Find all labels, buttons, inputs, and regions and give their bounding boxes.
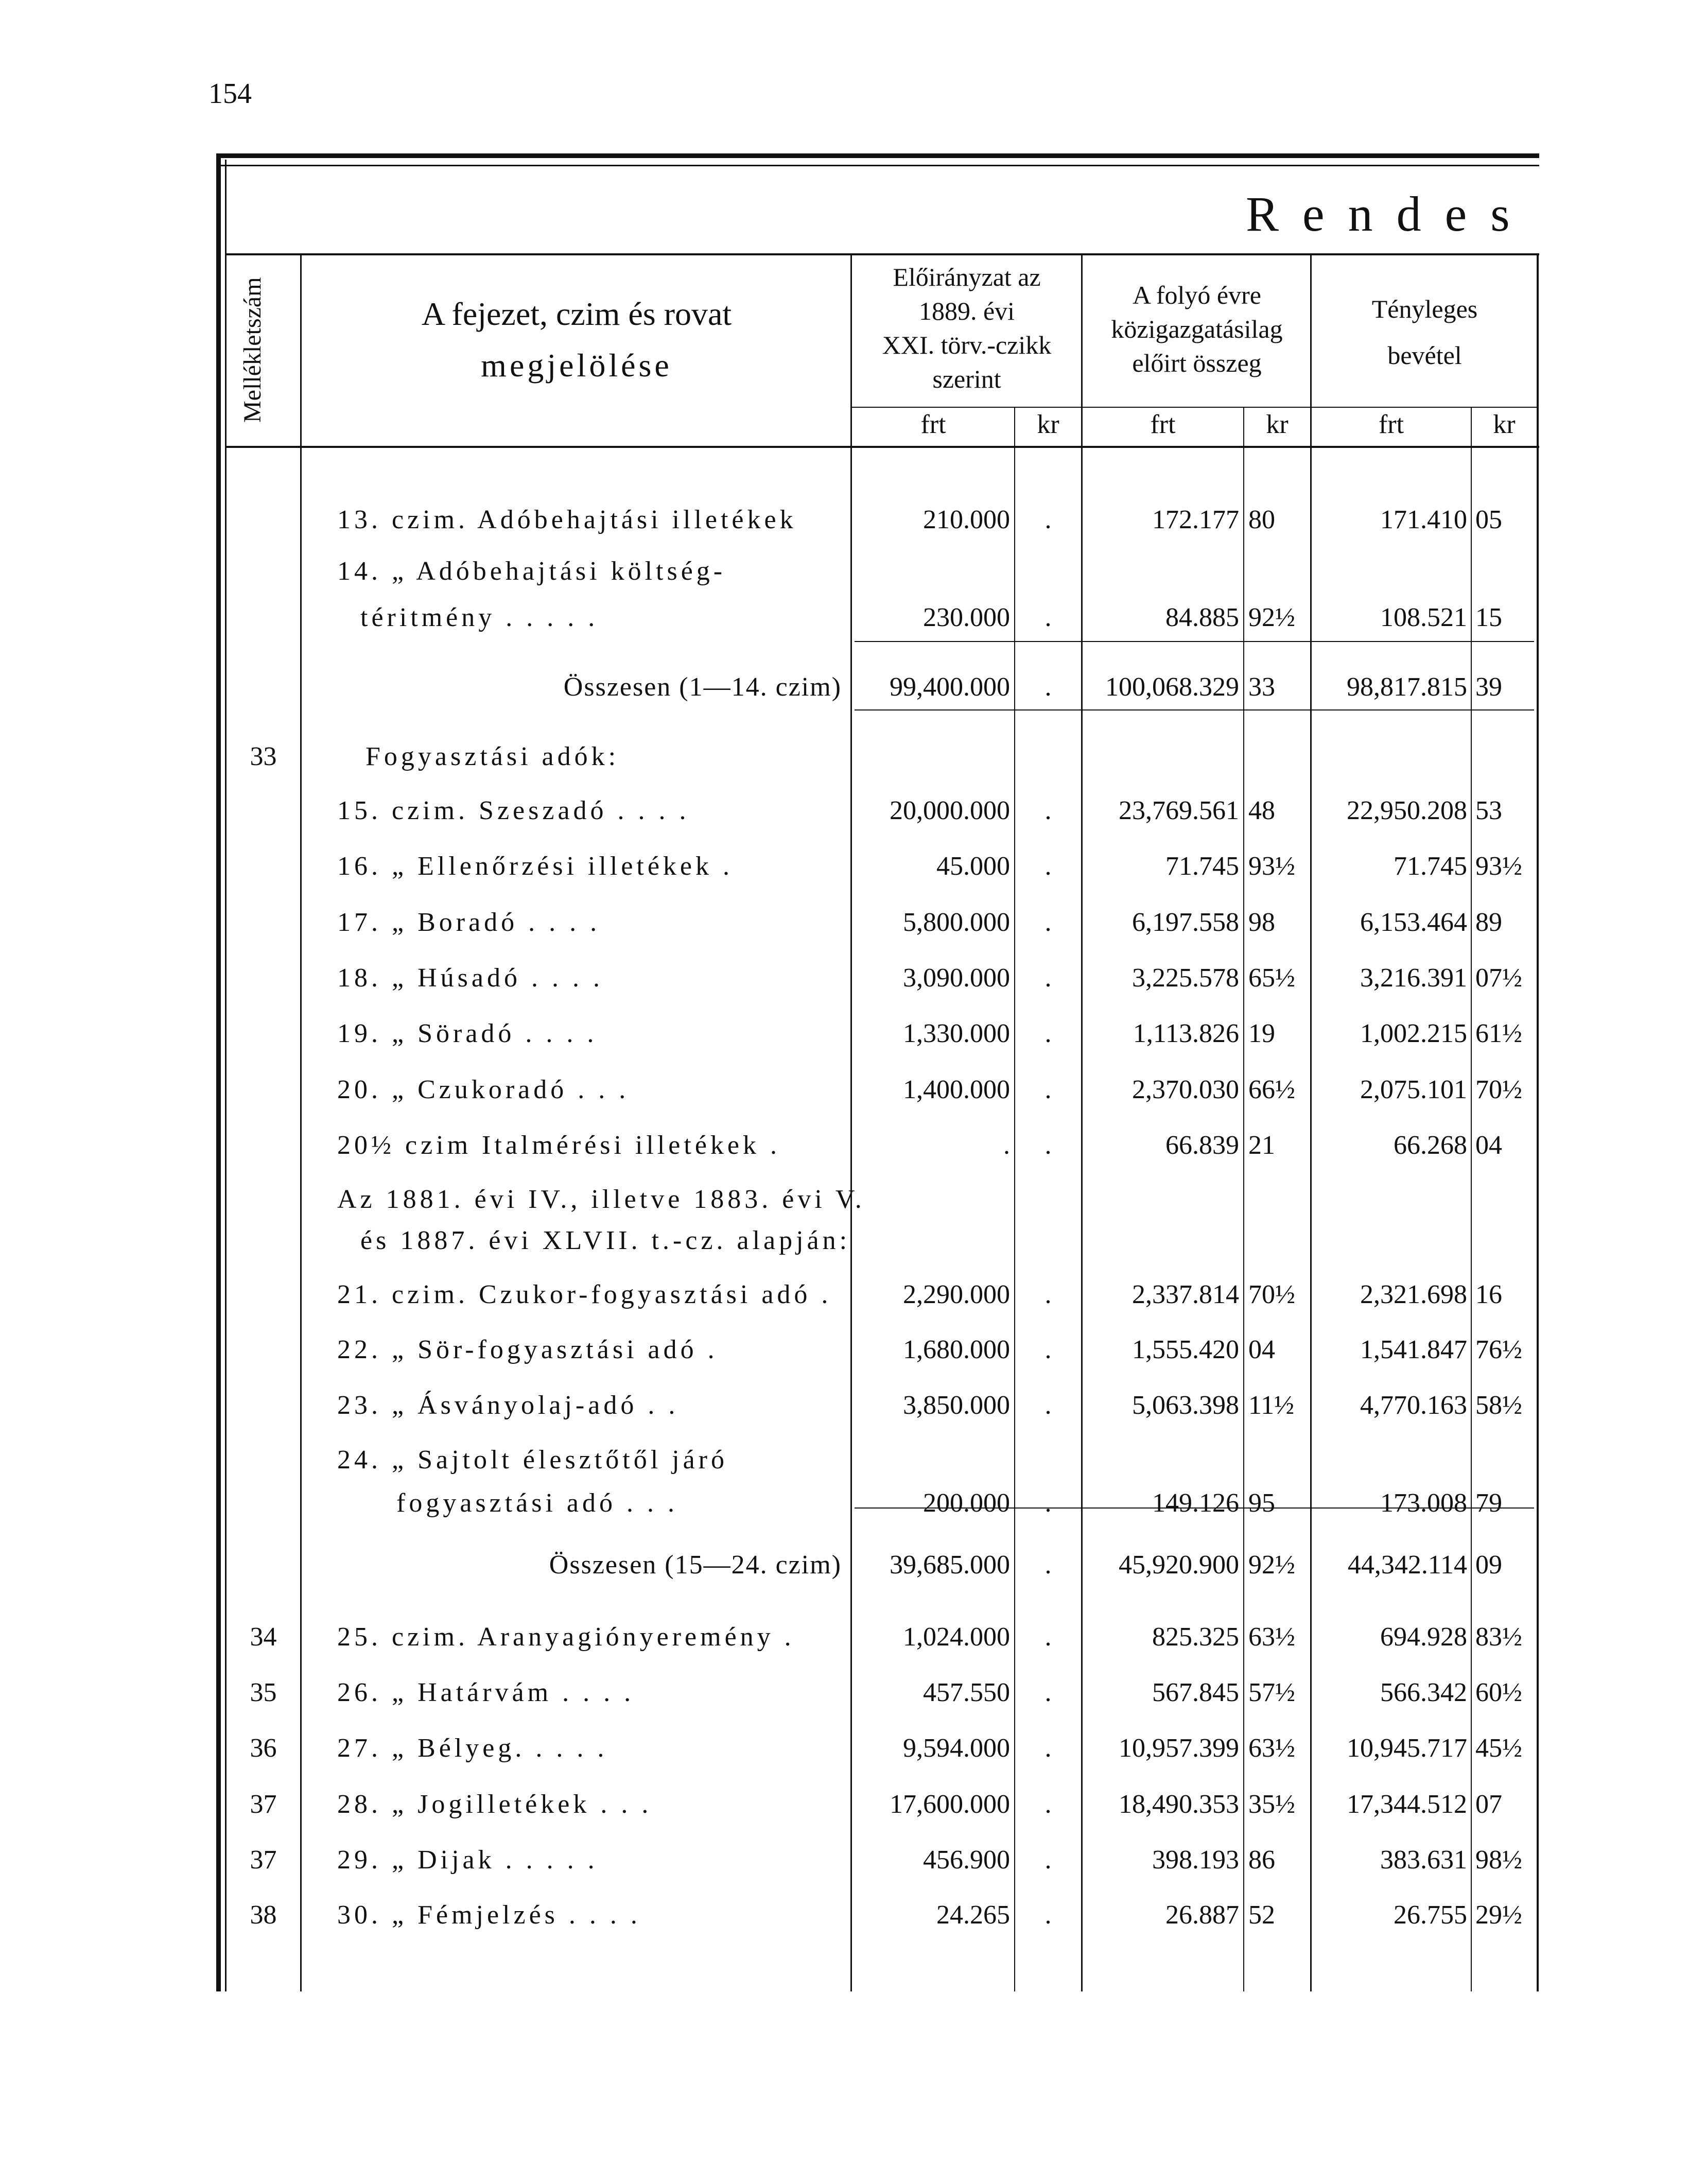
eloiranyzat-kr: . [1045, 1280, 1052, 1309]
tenyleges-kr: 61½ [1475, 1019, 1522, 1048]
unit-t-kr: kr [1493, 410, 1516, 439]
folyo-frt: 71.745 [1165, 852, 1239, 881]
tenyleges-frt: 17,344.512 [1347, 1790, 1467, 1819]
row-label: 24. „ Sajtolt élesztőtől járó [337, 1445, 728, 1475]
tenyleges-kr: 76½ [1475, 1335, 1522, 1364]
folyo-frt: 398.193 [1152, 1845, 1239, 1875]
unit-f-kr: kr [1266, 410, 1289, 439]
tenyleges-frt: 171.410 [1380, 505, 1467, 534]
folyo-frt: 5,063.398 [1132, 1391, 1239, 1420]
row-label: Fogyasztási adók: [365, 742, 620, 771]
tenyleges-kr: 04 [1475, 1131, 1502, 1160]
tenyleges-frt: 22,950.208 [1347, 796, 1467, 825]
tenyleges-frt: 6,153.464 [1360, 908, 1467, 937]
folyo-kr: 19 [1248, 1019, 1275, 1048]
folyo-kr: 33 [1248, 672, 1275, 702]
row-label: 14. „ Adóbehajtási költség- [337, 557, 726, 586]
header-eloiranyzat-line: Előirányzat az [893, 263, 1041, 291]
tenyleges-frt: 66.268 [1394, 1131, 1467, 1160]
table-row [0, 741, 1706, 793]
tenyleges-kr: 98½ [1475, 1845, 1522, 1875]
folyo-kr: 11½ [1248, 1391, 1295, 1420]
table-row [0, 1845, 1706, 1896]
header-folyo-line: A folyó évre [1133, 281, 1261, 309]
folyo-frt: 26.887 [1165, 1900, 1239, 1930]
table-row [0, 907, 1706, 959]
header-eloiranyzat [854, 260, 1080, 396]
table-row [0, 1334, 1706, 1386]
header-eloiranyzat-line: 1889. évi [918, 297, 1015, 325]
table-row [0, 1488, 1706, 1539]
melleklet-cell: 34 [250, 1622, 277, 1652]
tenyleges-kr: 07 [1475, 1790, 1502, 1819]
eloiranyzat-frt: 456.900 [923, 1845, 1010, 1875]
tenyleges-frt: 694.928 [1380, 1622, 1467, 1652]
table-row [0, 672, 1706, 723]
eloiranyzat-kr: . [1045, 1391, 1052, 1420]
table-row [0, 1622, 1706, 1673]
eloiranyzat-kr: . [1045, 1845, 1052, 1875]
unit-row-line [850, 407, 1538, 408]
header-fejezet [309, 288, 844, 391]
table-row [0, 1130, 1706, 1182]
tenyleges-kr: 58½ [1475, 1391, 1522, 1420]
folyo-frt: 18,490.353 [1119, 1790, 1239, 1819]
folyo-kr: 95 [1248, 1488, 1275, 1518]
tenyleges-kr: 39 [1475, 672, 1502, 702]
folyo-kr: 48 [1248, 796, 1275, 825]
eloiranyzat-frt: 45.000 [936, 852, 1010, 881]
tenyleges-kr: 09 [1475, 1550, 1502, 1580]
folyo-kr: 80 [1248, 505, 1275, 534]
eloiranyzat-kr: . [1045, 1622, 1052, 1652]
row-label: Az 1881. évi IV., illetve 1883. évi V. [337, 1185, 865, 1214]
tenyleges-kr: 05 [1475, 505, 1502, 534]
row-label: 15. czim. Szeszadó . . . . [337, 796, 690, 825]
row-label: 27. „ Bélyeg. . . . . [337, 1734, 608, 1763]
tenyleges-kr: 60½ [1475, 1678, 1522, 1707]
row-label: és 1887. évi XLVII. t.-cz. alapján: [360, 1226, 851, 1255]
eloiranyzat-frt: 2,290.000 [903, 1280, 1010, 1309]
header-fejezet-line2: megjelölése [481, 347, 672, 384]
tenyleges-kr: 93½ [1475, 852, 1522, 881]
tenyleges-frt: 4,770.163 [1360, 1391, 1467, 1420]
folyo-kr: 21 [1248, 1131, 1275, 1160]
eloiranyzat-frt: 1,680.000 [903, 1335, 1010, 1364]
tenyleges-kr: 29½ [1475, 1900, 1522, 1930]
melleklet-cell: 37 [250, 1845, 277, 1875]
folyo-kr: 04 [1248, 1335, 1275, 1364]
top-rule-thin [216, 165, 1539, 166]
unit-e-kr: kr [1037, 410, 1059, 439]
table-row [0, 1900, 1706, 1951]
tenyleges-frt: 10,945.717 [1347, 1734, 1467, 1763]
eloiranyzat-frt: 99,400.000 [890, 672, 1010, 702]
tenyleges-kr: 70½ [1475, 1075, 1522, 1104]
row-label: 20½ czim Italmérési illetékek . [337, 1131, 780, 1160]
folyo-frt: 100,068.329 [1105, 672, 1239, 702]
eloiranyzat-frt: 39,685.000 [890, 1550, 1010, 1580]
eloiranyzat-frt: 5,800.000 [903, 908, 1010, 937]
header-folyo-line: előirt összeg [1132, 349, 1262, 377]
unit-t-frt: frt [1378, 410, 1404, 439]
folyo-kr: 65½ [1248, 963, 1295, 993]
header-folyo-line: közigazgatásilag [1111, 315, 1283, 343]
table-row [0, 556, 1706, 608]
folyo-frt: 825.325 [1152, 1622, 1239, 1652]
table-row [0, 1677, 1706, 1729]
row-label: 20. „ Czukoradó . . . [337, 1075, 630, 1104]
row-label: 19. „ Söradó . . . . [337, 1019, 598, 1048]
row-label: Összesen (1—14. czim) [563, 672, 842, 702]
tenyleges-frt: 173.008 [1380, 1488, 1467, 1518]
header-tenyleges-line: Tényleges [1371, 294, 1478, 323]
table-row [0, 1390, 1706, 1442]
tenyleges-frt: 2,075.101 [1360, 1075, 1467, 1104]
folyo-frt: 3,225.578 [1132, 963, 1239, 993]
tenyleges-frt: 26.755 [1394, 1900, 1467, 1930]
folyo-frt: 1,555.420 [1132, 1335, 1239, 1364]
row-label: 26. „ Határvám . . . . [337, 1678, 635, 1707]
eloiranyzat-frt: 230.000 [923, 603, 1010, 632]
header-folyo [1084, 278, 1310, 380]
eloiranyzat-frt: 1,330.000 [903, 1019, 1010, 1048]
unit-e-frt: frt [920, 410, 946, 439]
folyo-frt: 45,920.900 [1119, 1550, 1239, 1580]
folyo-kr: 70½ [1248, 1280, 1295, 1309]
melleklet-cell: 35 [250, 1678, 277, 1707]
eloiranyzat-kr: . [1045, 796, 1052, 825]
row-label: fogyasztási adó . . . [396, 1488, 678, 1518]
folyo-frt: 6,197.558 [1132, 908, 1239, 937]
eloiranyzat-frt: 457.550 [923, 1678, 1010, 1707]
eloiranyzat-kr: . [1045, 1335, 1052, 1364]
folyo-kr: 35½ [1248, 1790, 1295, 1819]
folyo-kr: 92½ [1248, 1550, 1295, 1580]
folyo-frt: 149.126 [1152, 1488, 1239, 1518]
table-row [0, 1018, 1706, 1070]
unit-f-frt: frt [1150, 410, 1176, 439]
folyo-frt: 567.845 [1152, 1678, 1239, 1707]
row-label: 18. „ Húsadó . . . . [337, 963, 603, 993]
eloiranyzat-frt: 24.265 [936, 1900, 1010, 1930]
row-label: 13. czim. Adóbehajtási illetékek [337, 505, 797, 534]
folyo-kr: 93½ [1248, 852, 1295, 881]
tenyleges-frt: 383.631 [1380, 1845, 1467, 1875]
eloiranyzat-kr: . [1045, 852, 1052, 881]
folyo-frt: 23,769.561 [1119, 796, 1239, 825]
folyo-kr: 57½ [1248, 1678, 1295, 1707]
folyo-frt: 172.177 [1152, 505, 1239, 534]
tenyleges-frt: 1,002.215 [1360, 1019, 1467, 1048]
tenyleges-kr: 83½ [1475, 1622, 1522, 1652]
folyo-kr: 98 [1248, 908, 1275, 937]
eloiranyzat-frt: 9,594.000 [903, 1734, 1010, 1763]
table-row [0, 1789, 1706, 1841]
eloiranyzat-kr: . [1045, 505, 1052, 534]
eloiranyzat-frt: 3,850.000 [903, 1391, 1010, 1420]
header-fejezet-line1: A fejezet, czim és rovat [421, 296, 732, 332]
tenyleges-frt: 71.745 [1394, 852, 1467, 881]
eloiranyzat-kr: . [1045, 963, 1052, 993]
eloiranyzat-kr: . [1045, 1019, 1052, 1048]
eloiranyzat-kr: . [1045, 1734, 1052, 1763]
table-row [0, 1074, 1706, 1126]
eloiranyzat-kr: . [1045, 603, 1052, 632]
folyo-kr: 86 [1248, 1845, 1275, 1875]
tenyleges-kr: 89 [1475, 908, 1502, 937]
header-eloiranyzat-line: szerint [932, 365, 1001, 393]
folyo-frt: 2,337.814 [1132, 1280, 1239, 1309]
eloiranyzat-frt: 200.000 [923, 1488, 1010, 1518]
tenyleges-kr: 15 [1475, 603, 1502, 632]
table-row [0, 963, 1706, 1014]
eloiranyzat-kr: . [1045, 1678, 1052, 1707]
row-label: 28. „ Jogilletékek . . . [337, 1790, 652, 1819]
page-number: 154 [208, 78, 252, 110]
melleklet-cell: 37 [250, 1790, 277, 1819]
melleklet-cell: 33 [250, 742, 277, 771]
eloiranyzat-frt: 1,400.000 [903, 1075, 1010, 1104]
melleklet-cell: 38 [250, 1900, 277, 1930]
folyo-frt: 66.839 [1165, 1131, 1239, 1160]
eloiranyzat-kr: . [1045, 1550, 1052, 1580]
tenyleges-frt: 108.521 [1380, 603, 1467, 632]
row-label: téritmény . . . . . [360, 603, 599, 632]
tenyleges-frt: 98,817.815 [1347, 672, 1467, 702]
eloiranyzat-frt: 1,024.000 [903, 1622, 1010, 1652]
eloiranyzat-frt: 210.000 [923, 505, 1010, 534]
folyo-frt: 10,957.399 [1119, 1734, 1239, 1763]
eloiranyzat-frt: 3,090.000 [903, 963, 1010, 993]
table-row [0, 602, 1706, 654]
eloiranyzat-kr: . [1045, 1131, 1052, 1160]
header-tenyleges [1313, 286, 1537, 378]
row-label: 21. czim. Czukor-fogyasztási adó . [337, 1280, 832, 1309]
eloiranyzat-frt: . [1003, 1131, 1010, 1160]
row-label: Összesen (15—24. czim) [549, 1550, 842, 1580]
row-label: 22. „ Sör-fogyasztási adó . [337, 1335, 718, 1364]
tenyleges-kr: 07½ [1475, 963, 1522, 993]
table-row [0, 1225, 1706, 1277]
folyo-frt: 84.885 [1165, 603, 1239, 632]
table-row [0, 1550, 1706, 1601]
tenyleges-kr: 53 [1475, 796, 1502, 825]
section-title: Rendes [1246, 186, 1534, 241]
folyo-frt: 1,113.826 [1133, 1019, 1239, 1048]
header-tenyleges-line: bevétel [1387, 341, 1462, 370]
tenyleges-frt: 44,342.114 [1347, 1550, 1467, 1580]
row-label: 17. „ Boradó . . . . [337, 908, 601, 937]
header-eloiranyzat-line: XXI. törv.-czikk [882, 331, 1052, 359]
table-row [0, 505, 1706, 556]
header-melleklet: Mellékletszám [239, 277, 266, 423]
row-label: 30. „ Fémjelzés . . . . [337, 1900, 641, 1930]
melleklet-cell: 36 [250, 1734, 277, 1763]
eloiranyzat-frt: 17,600.000 [890, 1790, 1010, 1819]
row-label: 23. „ Ásványolaj-adó . . [337, 1391, 679, 1420]
tenyleges-frt: 566.342 [1380, 1678, 1467, 1707]
tenyleges-kr: 79 [1475, 1488, 1502, 1518]
row-label: 29. „ Dijak . . . . . [337, 1845, 598, 1875]
table-row [0, 1279, 1706, 1331]
tenyleges-kr: 16 [1475, 1280, 1502, 1309]
table-row [0, 1733, 1706, 1784]
table-row [0, 795, 1706, 847]
folyo-kr: 63½ [1248, 1734, 1295, 1763]
folyo-frt: 2,370.030 [1132, 1075, 1239, 1104]
tenyleges-kr: 45½ [1475, 1734, 1522, 1763]
row-label: 25. czim. Aranyagiónyeremény . [337, 1622, 795, 1652]
eloiranyzat-frt: 20,000.000 [890, 796, 1010, 825]
header-bottom-line [227, 446, 1539, 448]
eloiranyzat-kr: . [1045, 1790, 1052, 1819]
folyo-kr: 63½ [1248, 1622, 1295, 1652]
folyo-kr: 92½ [1248, 603, 1295, 632]
eloiranyzat-kr: . [1045, 1075, 1052, 1104]
eloiranyzat-kr: . [1045, 1900, 1052, 1930]
eloiranyzat-kr: . [1045, 908, 1052, 937]
row-label: 16. „ Ellenőrzési illetékek . [337, 852, 734, 881]
top-rule-thick [216, 153, 1539, 158]
folyo-kr: 52 [1248, 1900, 1275, 1930]
tenyleges-frt: 2,321.698 [1360, 1280, 1467, 1309]
tenyleges-frt: 3,216.391 [1360, 963, 1467, 993]
eloiranyzat-kr: . [1045, 1488, 1052, 1518]
folyo-kr: 66½ [1248, 1075, 1295, 1104]
tenyleges-frt: 1,541.847 [1360, 1335, 1467, 1364]
header-top-line [227, 253, 1539, 255]
eloiranyzat-kr: . [1045, 672, 1052, 702]
table-row [0, 851, 1706, 903]
